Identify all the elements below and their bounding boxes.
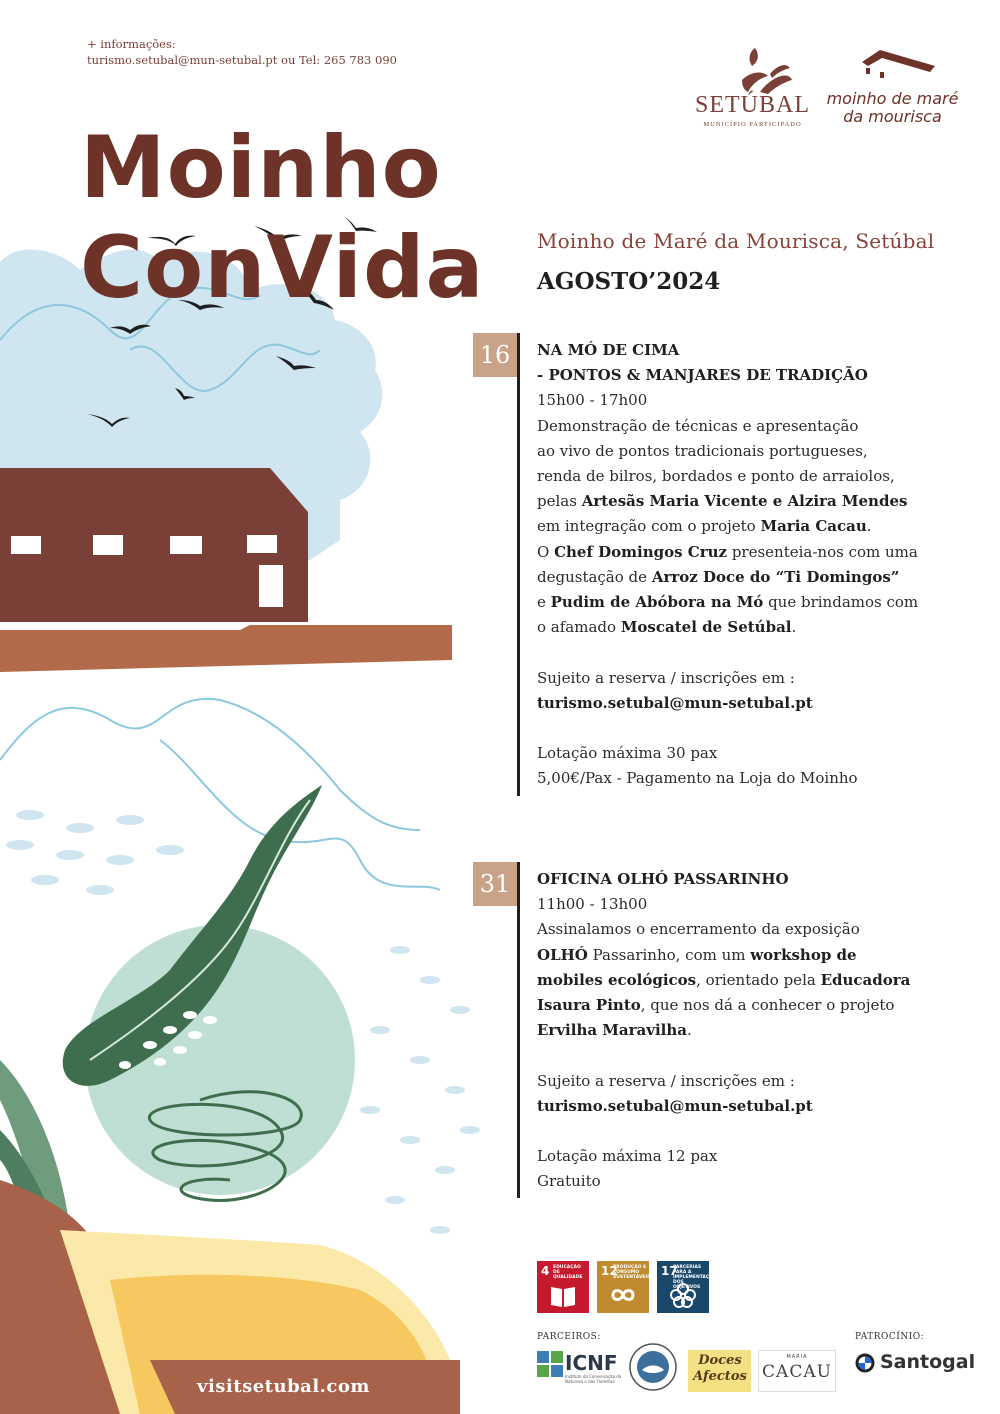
event-price: Gratuito [537,1172,601,1191]
text-bold: OLHÓ [537,945,588,964]
ods-badge-17 [657,1261,717,1313]
event-date: 31 [473,862,517,906]
event-desc-line [537,514,957,539]
event-title-line2: - PONTOS & MANJARES DE TRADIÇÃO [537,366,868,385]
sponsor-name: Santogal [880,1351,976,1373]
text-bold: Maria Cacau [760,517,867,536]
text-span: . [686,1021,692,1040]
moinho-logo-line1: moinho de maré [826,89,959,108]
spacer [537,1043,957,1068]
reserve-email-text[interactable]: turismo.setubal@mun-setubal.pt [537,693,813,712]
ods-badge-12 [597,1261,649,1313]
text-span: , que nos dá a conhecer o projeto [640,996,895,1015]
event-desc-line [537,615,957,640]
text-span: degustação de [537,567,652,586]
partner-seal-logo [628,1342,678,1392]
moinho-logo-line2: da mourisca [843,107,942,126]
text-bold: Arroz Doce do “Ti Domingos” [651,567,900,586]
event-title: OFICINA OLHÓ PASSARINHO [537,870,789,888]
bmw-roundel-icon [855,1353,875,1373]
text-span: em integração com o projeto [537,517,761,536]
text-bold: workshop de [750,945,857,964]
sponsor-santogal-logo [855,1350,975,1378]
event-time: 15h00 - 17h00 [537,391,648,410]
mill-window [11,536,41,554]
website-link[interactable]: visitsetubal.com [197,1376,370,1397]
ods-label: PARCERIAS PARA A IMPLEMENTAÇÃO DOS OBJETIVOS [673,1265,717,1290]
event-desc-line [537,943,957,968]
text-bold: Chef Domingos Cruz [554,542,728,561]
event-body [537,867,957,1195]
mill-base [0,625,452,672]
ods-label: EDUCAÇÃO DE QUALIDADE [553,1265,583,1280]
text-bold: Moscatel de Setúbal [620,618,792,637]
icnf-subtitle: Instituto da Conservação da Natureza e das Florestas [565,1374,622,1384]
event-capacity: Lotação máxima 30 pax [537,744,718,763]
spacer [537,640,957,665]
text-span: e [537,593,551,612]
event-divider [517,862,520,1198]
event-desc-line: Demonstração de técnicas e apresentação [537,416,859,435]
main-title: Moinho ConVida [80,118,485,318]
icnf-name: ICNF [565,1351,618,1375]
ods-number: 12 [601,1264,618,1278]
event-desc-line [537,993,957,1018]
text-bold: Isaura Pinto [537,996,641,1015]
partners-label: PARCEIROS: [537,1332,601,1342]
wave-line [0,699,420,830]
subtitle: Moinho de Maré da Mourisca, Setúbal [537,229,935,253]
setubal-logo-name: SETÚBAL [695,92,810,118]
text-span: o afamado [537,618,621,637]
reserve-label: Sujeito a reserva / inscrições em : [537,668,795,687]
info-label: + informações: [87,37,176,51]
flower-rings-icon [667,1281,699,1309]
partner-icnf-logo [537,1345,622,1387]
moinho-logo [825,45,960,130]
event-time: 11h00 - 13h00 [537,895,648,914]
text-span: que brindamos com [763,593,919,612]
setubal-logo-sub: MUNICÍPIO PARTICIPADO [703,121,802,128]
cacau-small: MARIA [786,1354,808,1360]
info-block [87,36,397,68]
icnf-icon [537,1351,563,1377]
mill-window [170,536,202,554]
event-desc-line: renda de bilros, bordados e ponto de arraiolos, [537,467,895,486]
text-bold: Pudim de Abóbora na Mó [550,593,764,612]
event-desc-line [537,489,957,514]
event-price: 5,00€/Pax - Pagamento na Loja do Moinho [537,769,858,788]
doces-line2: Afectos [693,1369,747,1384]
reserve-label: Sujeito a reserva / inscrições em : [537,1071,795,1090]
doces-line1: Doces [698,1353,742,1368]
event-desc-line: Assinalamos o encerramento da exposição [537,920,860,939]
text-span: Passarinho, com um [587,945,751,964]
doces-text [690,1353,750,1385]
ods-number: 17 [661,1264,678,1278]
event-divider [517,333,520,796]
mill-window [247,535,277,553]
mill-window [93,535,123,555]
reserve-email-text[interactable]: turismo.setubal@mun-setubal.pt [537,1096,813,1115]
event-body [537,338,957,792]
text-span: . [791,618,797,637]
event-title: NA MÓ DE CIMA [537,341,680,359]
month-heading: AGOSTO’2024 [537,268,721,295]
partner-doces-logo [688,1350,751,1392]
infinity-icon [607,1281,639,1309]
text-span: O [537,542,555,561]
partner-maria-cacau-logo [758,1350,836,1392]
text-span: , orientado pela [696,970,821,989]
info-contact[interactable]: turismo.setubal@mun-setubal.pt ou Tel: 265 783 090 [87,53,397,67]
mill-door [259,565,283,607]
event-desc-line: ao vivo de pontos tradicionais portugueses, [537,441,868,460]
event-desc-line [537,1018,957,1043]
book-icon [547,1281,579,1309]
event-desc-line [537,590,957,615]
spacer [537,1119,957,1144]
text-span: . [866,517,872,536]
reserve-email[interactable] [537,691,957,716]
ods-label: PRODUÇÃO E CONSUMO SUSTENTÁVEIS [613,1265,651,1280]
event-desc-line [537,565,957,590]
spacer [537,716,957,741]
ods-badge-4 [537,1261,589,1313]
text-bold: Educadora [820,970,911,989]
text-bold: mobiles ecológicos [537,970,697,989]
text-span: presenteia-nos com uma [727,542,918,561]
event-capacity: Lotação máxima 12 pax [537,1147,718,1166]
text-bold: Ervilha Maravilha [537,1021,687,1040]
event-date: 16 [473,333,517,377]
ods-number: 4 [541,1264,550,1278]
event-desc-line [537,540,957,565]
cacau-big: CACAU [762,1362,832,1382]
event-desc-line [537,968,957,993]
reserve-email[interactable] [537,1094,957,1119]
sponsor-label: PATROCÍNIO: [855,1332,925,1342]
text-bold: Artesãs Maria Vicente e Alzira Mendes [581,492,908,511]
text-span: pelas [537,492,582,511]
